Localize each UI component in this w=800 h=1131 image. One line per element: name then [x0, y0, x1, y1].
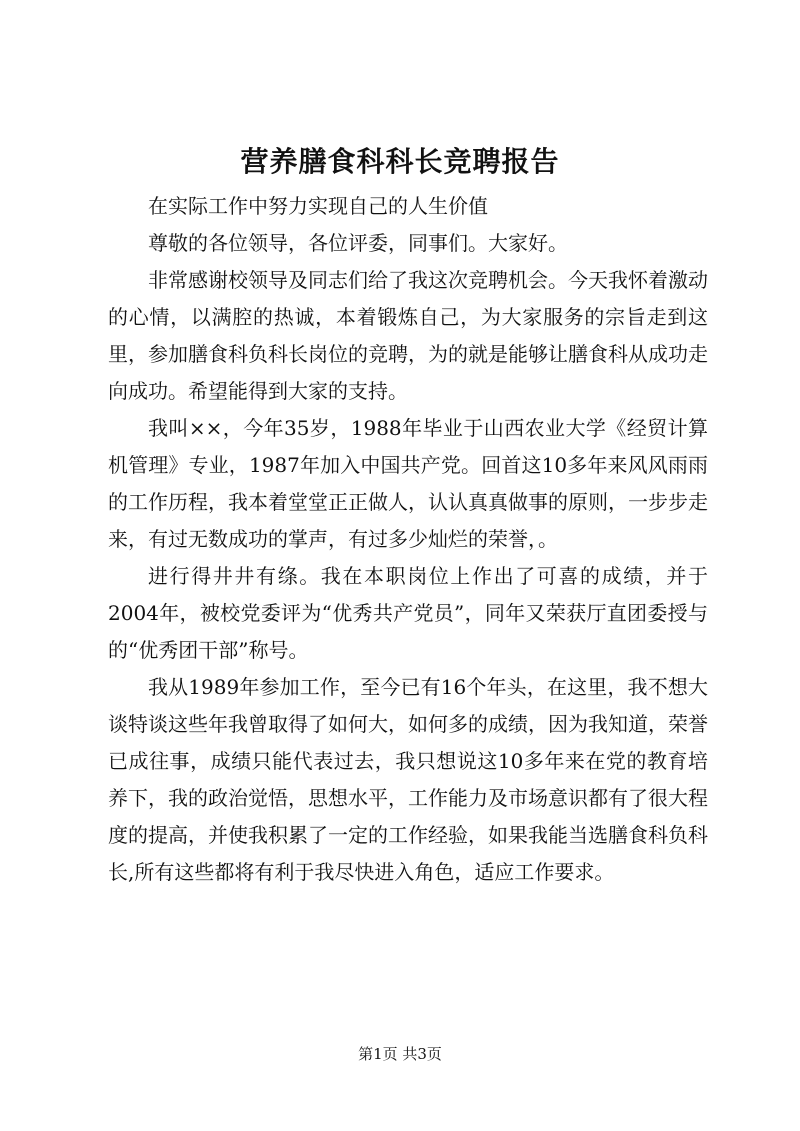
- paragraph-greeting: 尊敬的各位领导，各位评委，同事们。大家好。: [148, 231, 568, 255]
- document-title: 营养膳食科科长竞聘报告: [240, 145, 560, 178]
- paragraph-experience: 我从1989年参加工作，至今已有16个年头，在这里，我不想大谈特谈这些年我曾取得了如何大，如何多的成绩，因为我知道，荣誉已成往事，成绩只能代表过去，我只想说这10多年来在党的教育培养下，我的政治觉悟，思想水平，工作能力及市场意识都有了很大程度的提高，并使我积累了一定的工作经验，如果我能当选膳食科负科长,所有这些都将有利于我尽快进入角色，适应工作要求。: [108, 675, 708, 884]
- paragraph-thanks: 非常感谢校领导及同志们给了我这次竞聘机会。今天我怀着激动的心情，以满腔的热诚，本着锻炼自己，为大家服务的宗旨走到这里，参加膳食科负科长岗位的竞聘，为的就是能够让膳食科从成功走向成功。希望能得到大家的支持。: [108, 268, 708, 403]
- paragraph-subtitle: 在实际工作中努力实现自己的人生价值: [148, 194, 488, 218]
- paragraph-introduction: 我叫××，今年35岁，1988年毕业于山西农业大学《经贸计算机管理》专业，1987年加入中国共产党。回首这10多年来风风雨雨的工作历程，我本着堂堂正正做人，认认真真做事的原则，一步步走来，有过无数成功的掌声，有过多少灿烂的荣誉，。: [108, 416, 708, 551]
- page-indicator: 第1页 共3页: [358, 1045, 442, 1063]
- document-body: [108, 188, 708, 891]
- paragraph-achievements: 进行得井井有绦。我在本职岗位上作出了可喜的成绩，并于2004年，被校党委评为“优秀共产党员”，同年又荣获厅直团委授与的“优秀团干部”称号。: [108, 564, 708, 662]
